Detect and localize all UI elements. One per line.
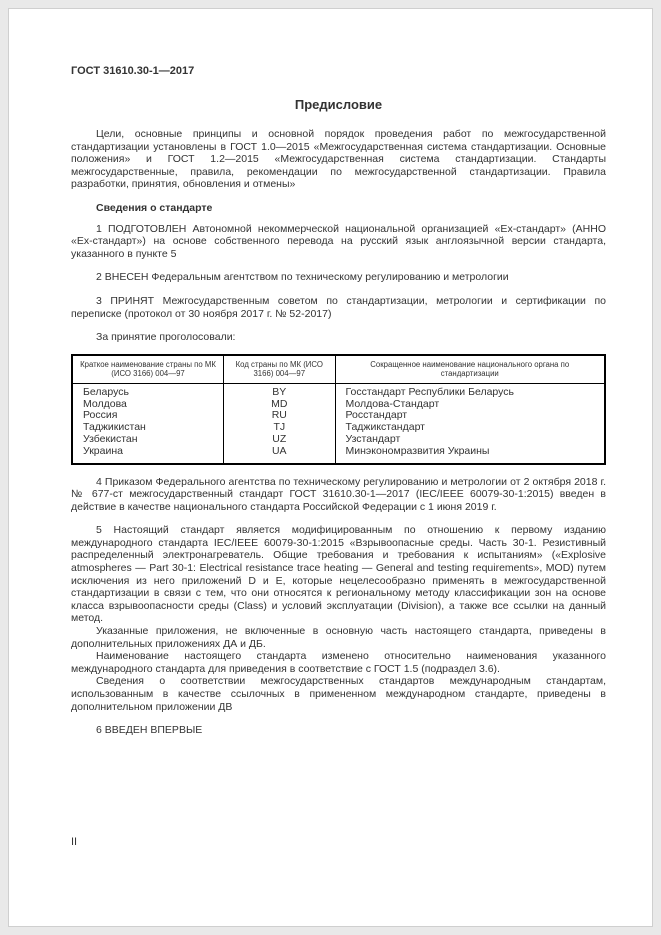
standard-info-heading: Сведения о стандарте (96, 201, 213, 214)
table-row (72, 383, 605, 398)
intro-paragraph: Цели, основные принципы и основной порядок проведения работ по межгосударственной стандартизации установлены в ГОСТ 1.0—2015 «Межгосударственная система стандартизации. Основные положения» и ГОСТ 1.2—2015 «Межгосударственная система стандартизации. Стандарты межгосударственные, правила, рекомендации по межгосударственной стандартизации. Правила разработки, принятия, обновления и отмены» (71, 128, 606, 191)
table-row (72, 446, 605, 464)
clause-5a: Указанные приложения, не включенные в основную часть настоящего стандарта, приведены в дополнительных приложениях ДА и ДБ. (71, 625, 606, 650)
table-cell-org: Таджикстандарт (335, 422, 605, 434)
clause-5b: Наименование настоящего стандарта изменено относительно наименования указанного международного стандарта для приведения в соответствие с ГОСТ 1.5 (подраздел 3.6). (71, 650, 606, 675)
page-title: Предисловие (294, 97, 383, 112)
table-cell-code: MD (224, 399, 335, 411)
table-cell-code: BY (224, 383, 335, 398)
vote-intro: За принятие проголосовали: (96, 331, 236, 344)
clause-5: 5 Настоящий стандарт является модифицированным по отношению к первому изданию международного стандарта IEC/IEEE 60079-30-1:2015 «Взрывоопасные среды. Часть 30-1. Резистивный распределенный электронагреватель. Общие требования и требования к испытаниям» («Explosive atmospheres — Part 30-1: Electrical resistance trace heating — General and testing requirements», MOD) путем исключения из него приложений D и E, которые нецелесообразно применять в межгосударственной стандартизации в связи с тем, что они относятся к региональному методу классификации зон на основе класса взрывоопасности среды (Class) и условий эксплуатации (Division), а также все ссылки на данный метод. (71, 524, 606, 625)
table-row (72, 399, 605, 411)
page-number: II (71, 836, 78, 848)
clause-1: 1 ПОДГОТОВЛЕН Автономной некоммерческой национальной организацией «Ex-стандарт» (АННО «Ex-стандарт») на основе собственного перевода на русский язык англоязычной версии стандарта, указанного в пункте 5 (71, 222, 606, 260)
doc-number: ГОСТ 31610.30-1—2017 (71, 65, 195, 77)
table-cell-org: Молдова-Стандарт (335, 399, 605, 411)
table-header-code: Код страны по МК (ИСО 3166) 004—97 (224, 355, 335, 384)
table-cell-country: Беларусь (72, 383, 224, 398)
table-header-country: Краткое наименование страны по МК (ИСО 3166) 004—97 (72, 355, 224, 384)
table-cell-code: RU (224, 410, 335, 422)
clause-2: 2 ВНЕСЕН Федеральным агентством по техническому регулированию и метрологии (96, 271, 509, 284)
table-header-row (72, 355, 605, 384)
clause-6: 6 ВВЕДЕН ВПЕРВЫЕ (96, 724, 203, 737)
table-cell-country: Украина (72, 446, 224, 464)
table-cell-org: Минэкономразвития Украины (335, 446, 605, 464)
voting-table (71, 354, 606, 465)
clause-4: 4 Приказом Федерального агентства по техническому регулированию и метрологии от 2 октября 2018 г. № 677-ст межгосударственный стандарт ГОСТ 31610.30-1—2017 (IEC/IEEE 60079-30-1:2015) введен в действие в качестве национального стандарта Российской Федерации с 1 июня 2019 г. (71, 475, 606, 513)
clause-5c: Сведения о соответствии межгосударственных стандартов международным стандартам, использованным в качестве ссылочных в примененном международном стандарте, приведены в дополнительном приложении ДВ (71, 675, 606, 713)
table-cell-country: Таджикистан (72, 422, 224, 434)
table-row (72, 434, 605, 446)
document-page (8, 8, 653, 927)
table-cell-org: Узстандарт (335, 434, 605, 446)
table-cell-country: Узбекистан (72, 434, 224, 446)
clause-3: 3 ПРИНЯТ Межгосударственным советом по стандартизации, метрологии и сертификации по переписке (протокол от 30 ноября 2017 г. № 52-2017) (71, 294, 606, 320)
table-cell-country: Россия (72, 410, 224, 422)
voting-table-body (72, 383, 605, 463)
table-cell-code: TJ (224, 422, 335, 434)
table-row (72, 422, 605, 434)
table-cell-org: Госстандарт Республики Беларусь (335, 383, 605, 398)
table-cell-code: UA (224, 446, 335, 464)
table-row (72, 410, 605, 422)
voting-table-header (72, 355, 605, 384)
table-cell-org: Росстандарт (335, 410, 605, 422)
table-cell-code: UZ (224, 434, 335, 446)
table-header-org: Сокращенное наименование национального органа по стандартизации (335, 355, 605, 384)
table-cell-country: Молдова (72, 399, 224, 411)
